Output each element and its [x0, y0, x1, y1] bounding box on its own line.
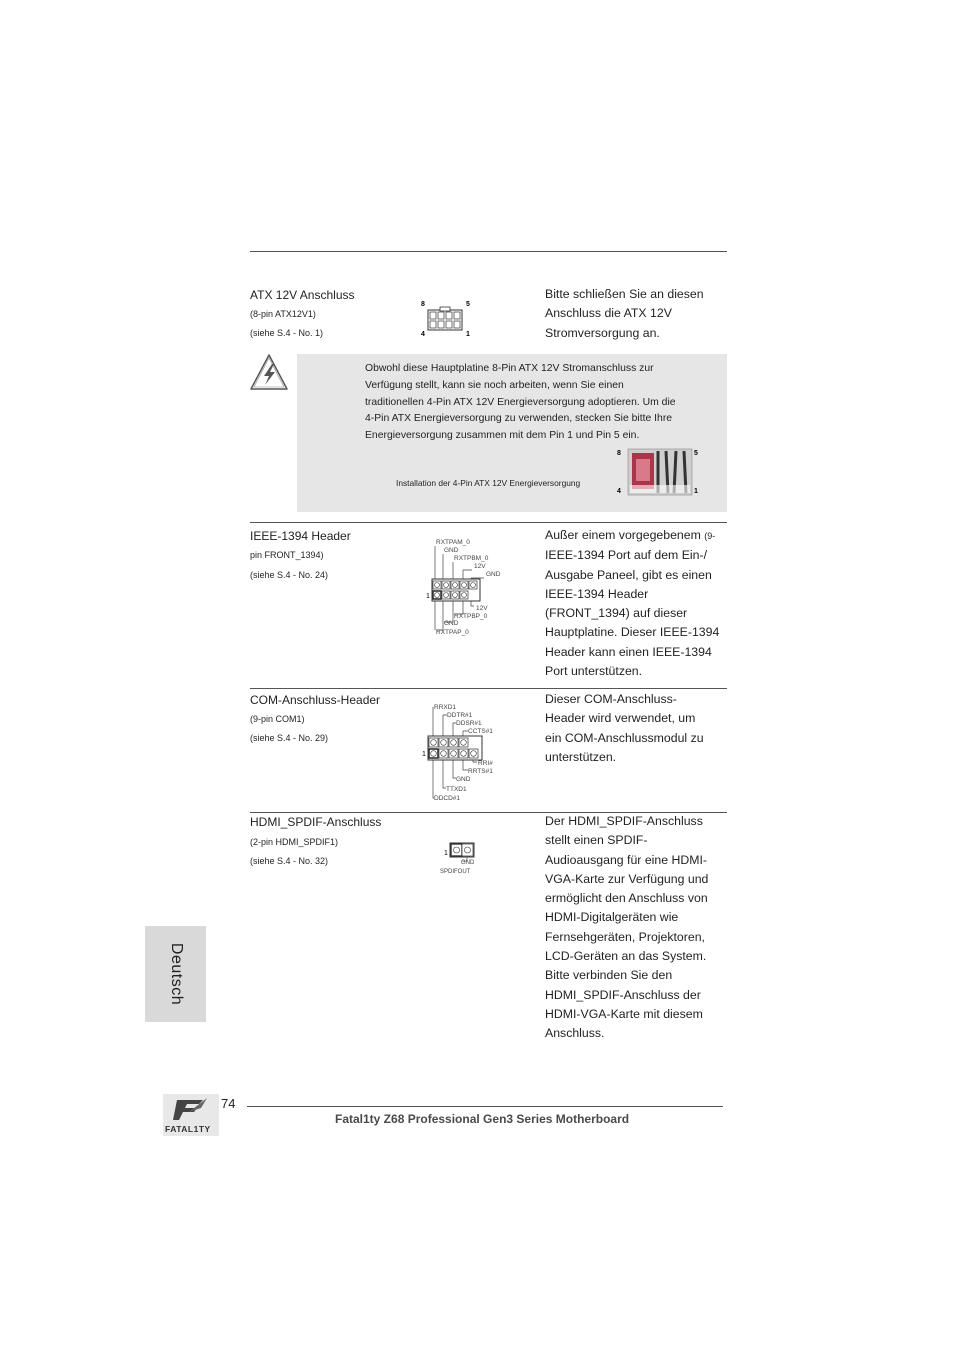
com-pin-label: DDTR#1 — [447, 712, 473, 719]
fatal1ty-logo — [163, 1094, 219, 1136]
logo-text: FATAL1TY — [165, 1124, 211, 1134]
ieee-sub1: pin FRONT_1394) — [250, 550, 324, 560]
com-pin-label: DDCD#1 — [434, 795, 461, 802]
atx-description — [545, 285, 735, 343]
note-line: 4-Pin ATX Energieversorgung zu verwenden, stecken Sie bitte Ihre — [365, 413, 673, 425]
ieee-desc-line: IEEE-1394 Header — [545, 586, 649, 601]
note-line: Verfügung stellt, kann sie noch arbeiten, wenn Sie einen — [365, 379, 624, 391]
hdmi-desc-line: Fernsehgeräten, Projektoren, — [545, 929, 705, 944]
hdmi-sub1: (2-pin HDMI_SPDIF1) — [250, 837, 339, 847]
note-line: Obwohl diese Hauptplatine 8-Pin ATX 12V Stromanschluss zur — [365, 363, 654, 374]
com-description — [545, 690, 735, 767]
note-pin-4: 4 — [617, 488, 621, 495]
com-title: COM-Anschluss-Header — [250, 693, 381, 707]
hdmi-title: HDMI_SPDIF-Anschluss — [250, 815, 382, 829]
ieee-desc-line: IEEE-1394 Port auf dem Ein-/ — [545, 548, 707, 563]
atx-desc-line: Stromversorgung an. — [545, 325, 660, 340]
hdmi-desc-line: HDMI-Digitalgeräten wie — [545, 910, 679, 925]
com-pin-label: RRI# — [478, 760, 493, 767]
atx-pin-8: 8 — [421, 301, 425, 308]
ieee-desc-line: (FRONT_1394) auf dieser — [545, 606, 688, 621]
ieee-desc-first: Außer einem vorgegebenem — [545, 528, 701, 542]
com-pin1-label: 1 — [422, 751, 426, 758]
atx-sub2: (siehe S.4 - No. 1) — [250, 328, 324, 338]
ieee-pin-label: 12V — [474, 563, 486, 570]
com-desc-line: unterstützen. — [545, 749, 617, 764]
ieee-pin-label: GND — [444, 547, 459, 554]
note-pin-1: 1 — [694, 488, 698, 495]
ieee-title: IEEE-1394 Header — [250, 529, 351, 543]
ieee-desc-first-small: (9- — [704, 531, 716, 541]
ieee-pin-label: GND — [444, 620, 459, 627]
top-rule — [250, 251, 727, 252]
hdmi-gnd-label: GND — [461, 860, 475, 866]
hdmi-desc-line: ermöglicht den Anschluss von — [545, 891, 708, 906]
ieee-pin-label: RXTPBP_0 — [454, 613, 488, 620]
hdmi-desc-line: Anschluss. — [545, 1026, 605, 1041]
ieee-pin-label: RXTPBM_0 — [454, 555, 489, 562]
atx-4pin-install-photo — [614, 445, 704, 497]
ieee-desc-line: Ausgabe Paneel, gibt es einen — [545, 567, 712, 582]
ieee-pin-label: RXTPAM_0 — [436, 539, 470, 546]
hdmi-desc-line: Audioausgang für eine HDMI- — [545, 852, 707, 867]
atx-desc-line: Bitte schließen Sie an diesen — [545, 287, 704, 301]
com-sub2: (siehe S.4 - No. 29) — [250, 733, 329, 743]
footer-title: Fatal1ty Z68 Professional Gen3 Series Motherboard — [335, 1112, 630, 1126]
com-pin-label: RRXD1 — [434, 704, 457, 711]
com-pin-label: GND — [456, 776, 471, 783]
hdmi-spdif-header-diagram — [438, 838, 488, 878]
language-side-tab — [145, 926, 206, 1022]
com-desc-line: Header wird verwendet, um — [545, 711, 696, 726]
com-rule — [250, 688, 727, 689]
language-label: Deutsch — [167, 942, 185, 1006]
atx-desc-line: Anschluss die ATX 12V — [545, 306, 672, 321]
ieee-description — [545, 526, 735, 681]
warning-lightning-icon — [249, 352, 289, 392]
com-pin-label: RRTS#1 — [468, 768, 493, 775]
note-line: traditionellen 4-Pin ATX 12V Energieversorgung adoptieren. Um die — [365, 396, 676, 408]
hdmi-desc-line: VGA-Karte zur Verfügung und — [545, 871, 709, 886]
com-desc-line: Dieser COM-Anschluss- — [545, 692, 677, 706]
note-caption: Installation der 4-Pin ATX 12V Energieversorgung — [396, 478, 581, 488]
hdmi-spdifout-label: SPDIFOUT — [440, 869, 471, 875]
com-header-diagram — [420, 700, 510, 804]
note-text — [365, 361, 715, 445]
page-number: 74 — [221, 1096, 236, 1111]
ieee-desc-line: Hauptplatine. Dieser IEEE-1394 — [545, 625, 720, 640]
atx-pin-1: 1 — [466, 331, 470, 338]
footer-rule — [247, 1106, 723, 1107]
atx-title: ATX 12V Anschluss — [250, 288, 355, 302]
ieee-desc-line: Header kann einen IEEE-1394 — [545, 644, 712, 659]
ieee-pin1-label: 1 — [426, 593, 430, 600]
atx-pin-4: 4 — [421, 331, 425, 338]
hdmi-desc-line: Bitte verbinden Sie den — [545, 968, 673, 983]
atx-sub1: (8-pin ATX12V1) — [250, 309, 316, 319]
ieee-sub2: (siehe S.4 - No. 24) — [250, 570, 329, 580]
note-pin-5: 5 — [694, 450, 698, 457]
com-pin-label: TTXD1 — [446, 786, 467, 793]
ieee-pin-label: GND — [486, 571, 501, 578]
com-pin-label: CCTS#1 — [468, 728, 493, 735]
hdmi-desc-line: HDMI-VGA-Karte mit diesem — [545, 1006, 703, 1021]
ieee-desc-line: Port unterstützen. — [545, 664, 643, 679]
atx12v-connector-diagram — [418, 296, 478, 340]
hdmi-description — [545, 812, 735, 1044]
ieee-pin-label: 12V — [476, 605, 488, 612]
hdmi-desc-line: stellt einen SPDIF- — [545, 833, 648, 848]
note-line: Energieversorgung zusammen mit dem Pin 1 und Pin 5 ein. — [365, 430, 640, 442]
ieee-desc-first-line — [545, 526, 735, 546]
hdmi-sub2: (siehe S.4 - No. 32) — [250, 856, 329, 866]
ieee-rule — [250, 522, 727, 523]
ieee1394-header-diagram — [424, 536, 514, 638]
hdmi-desc-line: HDMI_SPDIF-Anschluss der — [545, 987, 701, 1002]
hdmi-desc-line: LCD-Geräten an das System. — [545, 949, 707, 964]
atx-pin-5: 5 — [466, 301, 470, 308]
hdmi-pin1-label: 1 — [444, 850, 448, 857]
ieee-pin-label: RXTPAP_0 — [436, 629, 469, 636]
note-pin-8: 8 — [617, 450, 621, 457]
com-pin-label: DDSR#1 — [456, 720, 482, 727]
com-desc-line: ein COM-Anschlussmodul zu — [545, 730, 704, 745]
com-sub1: (9-pin COM1) — [250, 714, 305, 724]
hdmi-desc-line: Der HDMI_SPDIF-Anschluss — [545, 814, 703, 828]
